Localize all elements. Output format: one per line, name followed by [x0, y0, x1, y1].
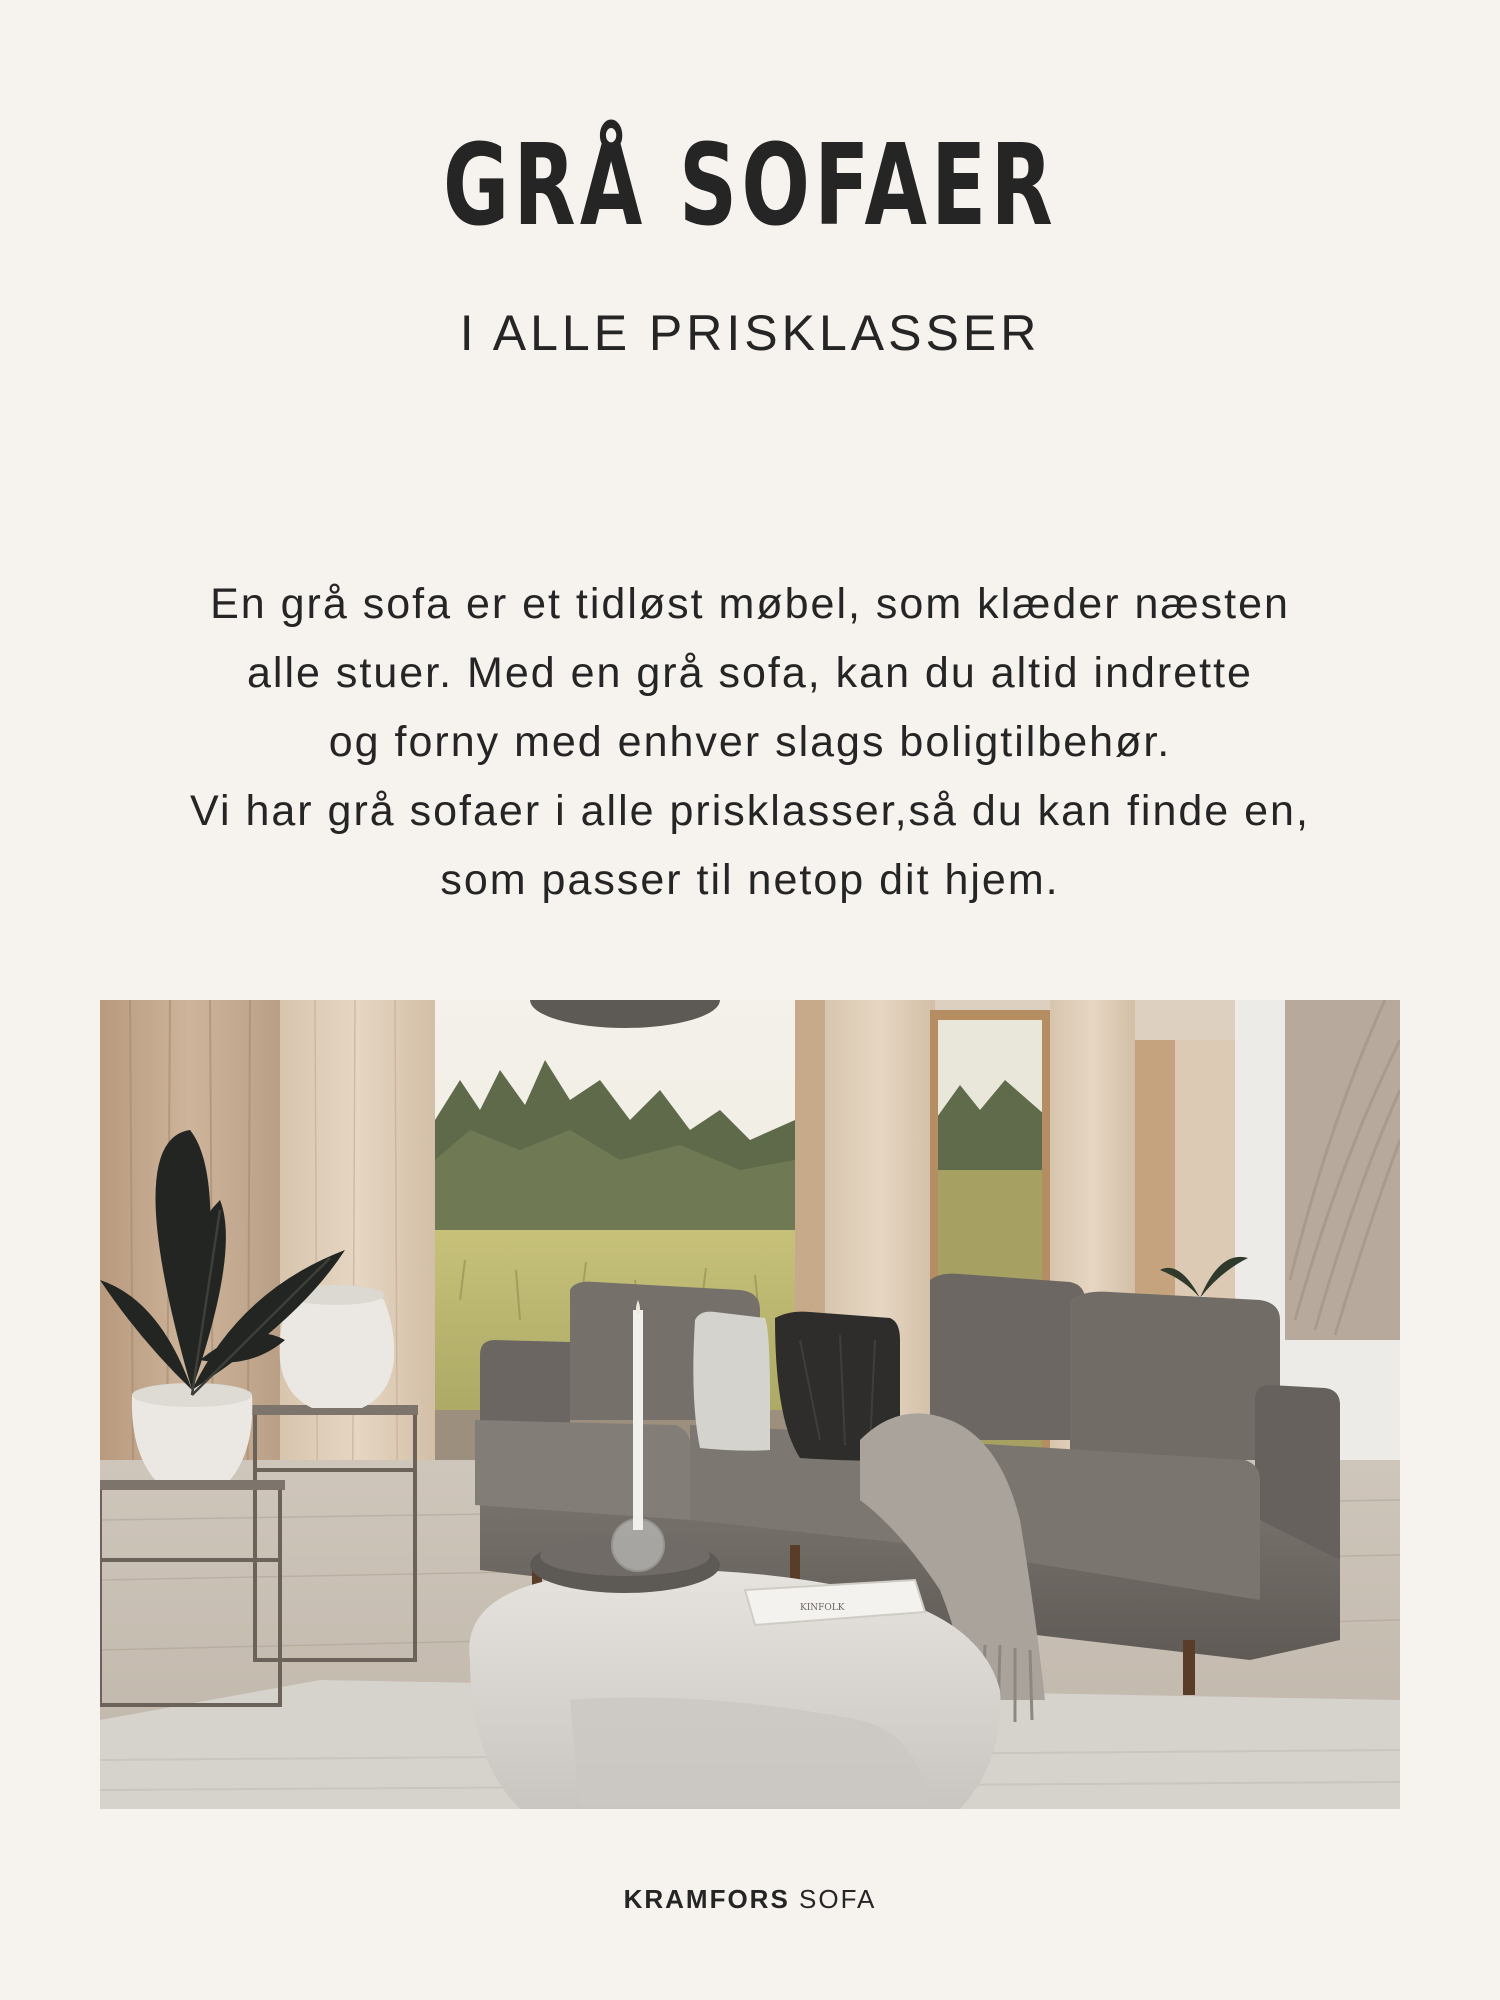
- caption-brand: KRAMFORS: [623, 1884, 790, 1914]
- book-label: KINFOLK: [800, 1603, 845, 1613]
- page-subtitle: I ALLE PRISKLASSER: [459, 305, 1041, 361]
- intro-line: og forny med enhver slags boligtilbehør.: [328, 718, 1172, 766]
- intro-line: Vi har grå sofaer i alle prisklasser,så du kan finde en,: [190, 787, 1310, 835]
- intro-line: som passer til netop dit hjem.: [440, 856, 1060, 904]
- page-title: GRÅ SOFAER: [442, 121, 1058, 251]
- caption-model: SOFA: [799, 1884, 877, 1914]
- intro-line: alle stuer. Med en grå sofa, kan du altid indrette: [247, 649, 1253, 697]
- intro-paragraph: [100, 570, 1400, 915]
- product-caption: [0, 1884, 1500, 1915]
- sofa-photo: [100, 1000, 1400, 1809]
- intro-line: En grå sofa er et tidløst møbel, som klæder næsten: [210, 580, 1290, 628]
- living-room-illustration: [100, 1000, 1400, 1809]
